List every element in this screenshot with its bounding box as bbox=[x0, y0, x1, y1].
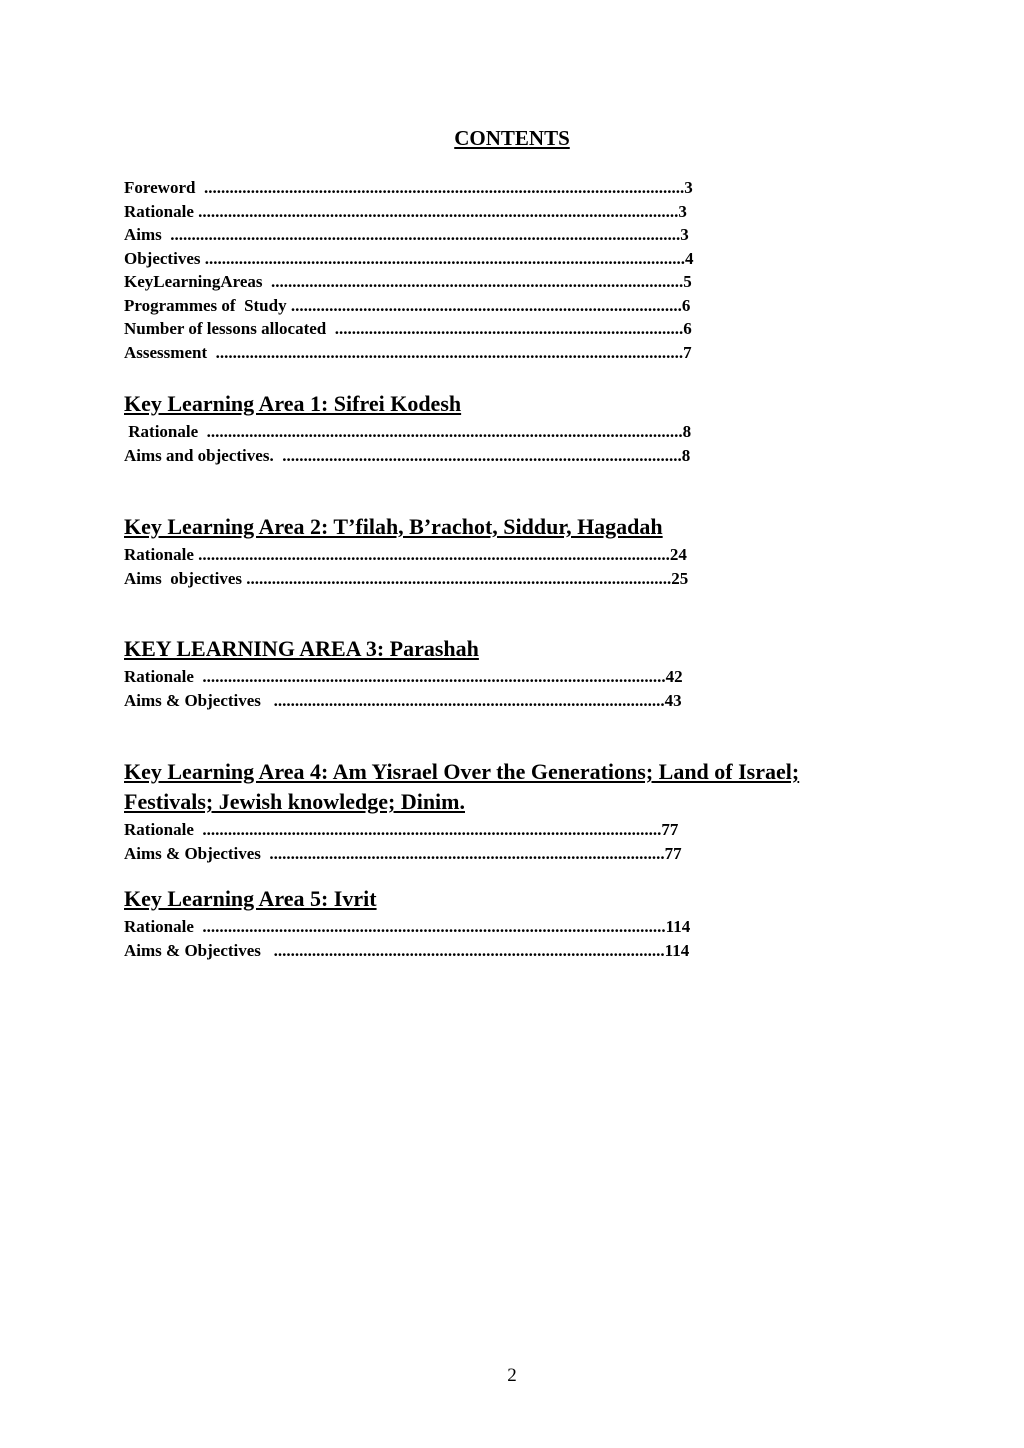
toc-entry-rationale: Rationale ...............................................................................................................24 bbox=[124, 545, 687, 564]
section-kla-1 bbox=[124, 390, 691, 467]
section-kla-2 bbox=[124, 513, 688, 590]
toc-entry-aims: Aims ........................................................................................................................3 bbox=[124, 225, 689, 244]
toc-entry-assessment: Assessment ..............................................................................................................7 bbox=[124, 342, 692, 362]
section-heading: Key Learning Area 2: T’filah, B’rachot, Siddur, Hagadah bbox=[124, 514, 663, 539]
toc-entry-number-of-lessons: Number of lessons allocated ..................................................................................6 bbox=[124, 319, 692, 338]
section-heading: Key Learning Area 1: Sifrei Kodesh bbox=[124, 391, 462, 416]
toc-entry-aims-objectives: Aims & Objectives ............................................................................................114 bbox=[124, 940, 690, 960]
toc-entry-aims-objectives: Aims & Objectives ............................................................................................43 bbox=[124, 690, 682, 710]
toc-entry-rationale: Rationale ............................................................................................................77 bbox=[124, 820, 679, 839]
toc-entry-aims-objectives: Aims objectives ....................................................................................................25 bbox=[124, 568, 689, 588]
section-kla-5 bbox=[124, 885, 690, 962]
toc-entry-foreword: Foreword .................................................................................................................3 bbox=[124, 178, 693, 197]
toc-entry-programmes-of-study: Programmes of Study ............................................................................................6 bbox=[124, 295, 691, 315]
section-kla-4 bbox=[124, 758, 799, 865]
toc-entry-key-learning-areas: KeyLearningAreas .................................................................................................5 bbox=[124, 272, 692, 291]
section-heading: Key Learning Area 5: Ivrit bbox=[124, 886, 377, 911]
toc-entry-rationale: Rationale .............................................................................................................42 bbox=[124, 667, 683, 686]
section-heading: Key Learning Area 4: Am Yisrael Over the Generations; Land of Israel; bbox=[124, 759, 800, 784]
section-heading: KEY LEARNING AREA 3: Parashah bbox=[124, 636, 479, 661]
toc-entry-aims-objectives: Aims & Objectives .............................................................................................77 bbox=[124, 843, 682, 863]
section-kla-3 bbox=[124, 635, 683, 712]
toc-entry-objectives: Objectives .................................................................................................................4 bbox=[124, 248, 694, 268]
main-toc-list bbox=[124, 176, 693, 364]
contents-title: CONTENTS bbox=[454, 126, 570, 150]
page-number: 2 bbox=[507, 1365, 517, 1386]
toc-entry-aims-objectives: Aims and objectives. ..............................................................................................8 bbox=[124, 445, 691, 465]
toc-entry-rationale: Rationale ................................................................................................................8 bbox=[124, 422, 692, 441]
toc-entry-rationale: Rationale .............................................................................................................114 bbox=[124, 917, 691, 936]
section-heading-continued: Festivals; Jewish knowledge; Dinim. bbox=[124, 789, 465, 814]
toc-entry-rationale: Rationale .................................................................................................................3 bbox=[124, 201, 687, 221]
